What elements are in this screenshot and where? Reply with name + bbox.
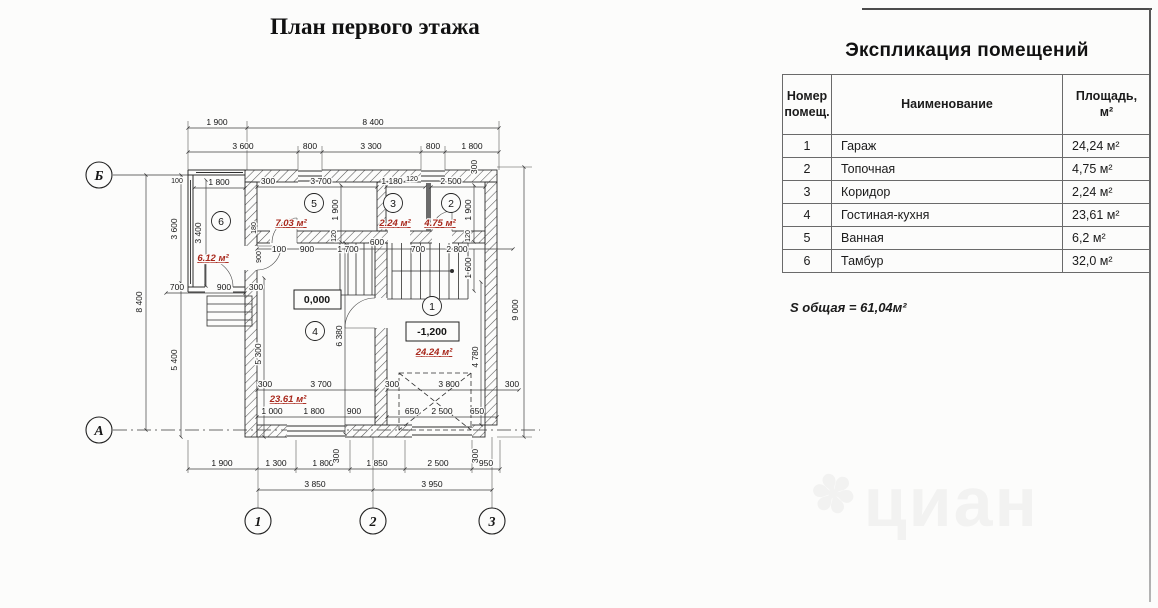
dim-label: 100 — [171, 178, 183, 185]
room-name-cell: Ванная — [832, 227, 1063, 250]
column-header-area-line1: Площадь, — [1075, 88, 1138, 103]
table-row — [783, 135, 1151, 158]
dim-label: 2 800 — [446, 244, 468, 254]
dim-label: 900 — [216, 282, 232, 292]
dim-label: 600 — [369, 237, 385, 247]
room-num-cell: 6 — [783, 250, 832, 273]
room-name-cell: Коридор — [832, 181, 1063, 204]
room-num-cell: 5 — [783, 227, 832, 250]
dim-label: 3 600 — [232, 141, 254, 151]
dim-label: 120 — [406, 176, 418, 183]
room-area-cell: 4,75 м² — [1063, 158, 1151, 181]
dim-label: 1 800 — [312, 458, 334, 468]
room-area-cell: 24,24 м² — [1063, 135, 1151, 158]
room-number: 2 — [448, 198, 454, 210]
room-number: 6 — [218, 216, 224, 228]
dim-label: 2 500 — [440, 176, 462, 186]
table-row — [783, 181, 1151, 204]
column-header-area — [1063, 75, 1151, 135]
dim-label: 900 — [346, 406, 362, 416]
room-name-cell: Топочная — [832, 158, 1063, 181]
dim-label: 4 780 — [470, 346, 480, 368]
table-row — [783, 204, 1151, 227]
room-num-cell: 3 — [783, 181, 832, 204]
dim-label: 300 — [504, 379, 520, 389]
dim-label: 9 000 — [510, 299, 520, 321]
dim-label: 950 — [478, 458, 494, 468]
dim-label: 1 800 — [303, 406, 325, 416]
watermark-logo-icon: ✽ — [804, 460, 866, 530]
axis-mark: А — [94, 424, 104, 439]
dim-label: 5 300 — [253, 343, 263, 365]
table-title: Экспликация помещений — [845, 40, 1089, 61]
dim-label: 1 800 — [208, 177, 230, 187]
dim-label: 300 — [384, 379, 400, 389]
room-num-cell: 2 — [783, 158, 832, 181]
dim-label: 1 900 — [206, 117, 228, 127]
dim-label: 1 300 — [265, 458, 287, 468]
explication-table — [782, 74, 1151, 273]
cian-watermark — [804, 460, 1039, 542]
dim-label: 900 — [299, 244, 315, 254]
room-area-label: 4.75 м² — [424, 218, 456, 229]
room-area-label: 24.24 м² — [415, 347, 453, 358]
column-header-number: Номер помещ. — [783, 75, 832, 135]
dim-label: 800 — [302, 141, 318, 151]
dim-label: 3 700 — [310, 176, 332, 186]
room-number: 5 — [311, 198, 317, 210]
dim-label: 700 — [169, 282, 185, 292]
dim-label: 180 — [251, 222, 258, 234]
room-name-cell: Гараж — [832, 135, 1063, 158]
scan-edge-right — [1149, 8, 1151, 602]
dim-label: 3 300 — [360, 141, 382, 151]
dim-label: 300 — [470, 448, 480, 464]
room-name-cell: Гостиная-кухня — [832, 204, 1063, 227]
dim-label: 5 400 — [169, 349, 179, 371]
room-num-cell: 4 — [783, 204, 832, 227]
axis-mark: 1 — [254, 515, 262, 530]
dim-label: 8 400 — [362, 117, 384, 127]
dim-label: 1 700 — [337, 244, 359, 254]
axis-mark: 3 — [488, 515, 496, 530]
dim-label: 3 850 — [304, 479, 326, 489]
axis-mark: Б — [94, 169, 104, 184]
table-row — [783, 250, 1151, 273]
dim-label: 300 — [248, 282, 264, 292]
dim-label: 1 900 — [330, 199, 340, 221]
dim-label: 6 380 — [334, 325, 344, 347]
room-area-label: 7.03 м² — [275, 218, 307, 229]
dim-label: 1 850 — [366, 458, 388, 468]
room-area-cell: 2,24 м² — [1063, 181, 1151, 204]
room-num-cell: 1 — [783, 135, 832, 158]
dim-label: 900 — [256, 251, 263, 263]
room-area-label: 23.61 м² — [269, 394, 307, 405]
room-name-cell: Тамбур — [832, 250, 1063, 273]
room-area-cell: 6,2 м² — [1063, 227, 1151, 250]
axis-mark: 2 — [369, 515, 377, 530]
dim-label: 1 900 — [211, 458, 233, 468]
dim-label: 1 000 — [261, 406, 283, 416]
room-area-label: 6.12 м² — [197, 253, 229, 264]
dim-label: 2 500 — [431, 406, 453, 416]
column-header-name: Наименование — [832, 75, 1063, 135]
total-area-note: S общая = 61,04м² — [790, 300, 907, 315]
dim-label: 1 900 — [463, 199, 473, 221]
level-mark: 0,000 — [303, 294, 331, 306]
dim-label: 1 600 — [463, 257, 473, 279]
dim-label: 3 600 — [169, 218, 179, 240]
dim-label: 300 — [331, 448, 341, 464]
dim-label: 120 — [465, 230, 472, 242]
dim-label: 300 — [469, 159, 479, 175]
dim-label: 3 950 — [421, 479, 443, 489]
dim-label: 650 — [404, 406, 420, 416]
watermark-text: циан — [863, 463, 1039, 541]
dim-label: 100 — [271, 244, 287, 254]
dim-label: 800 — [425, 141, 441, 151]
dim-label: 300 — [257, 379, 273, 389]
dim-label: 1 800 — [461, 141, 483, 151]
level-mark: -1,200 — [417, 326, 447, 338]
room-number: 1 — [429, 301, 435, 313]
room-number: 4 — [312, 326, 318, 338]
dim-label: 650 — [469, 406, 485, 416]
table-row — [783, 227, 1151, 250]
column-header-area-line2: м² — [1099, 104, 1114, 119]
dim-label: 3 400 — [193, 222, 203, 244]
room-area-cell: 23,61 м² — [1063, 204, 1151, 227]
garage-gate-projection — [399, 373, 471, 430]
room-area-label: 2.24 м² — [379, 218, 411, 229]
dim-label: 700 — [410, 244, 426, 254]
dim-label: 2 500 — [427, 458, 449, 468]
dim-label: 3 700 — [310, 379, 332, 389]
room-number: 3 — [390, 198, 396, 210]
plan-title: План первого этажа — [270, 14, 480, 39]
dim-label: 120 — [331, 230, 338, 242]
dim-label: 3 800 — [438, 379, 460, 389]
dim-label: 1 180 — [381, 176, 403, 186]
room-area-cell: 32,0 м² — [1063, 250, 1151, 273]
table-row — [783, 158, 1151, 181]
explication-section — [782, 40, 1152, 273]
dim-label: 300 — [260, 176, 276, 186]
dim-label: 8 400 — [134, 291, 144, 313]
scan-edge-top — [862, 8, 1152, 10]
